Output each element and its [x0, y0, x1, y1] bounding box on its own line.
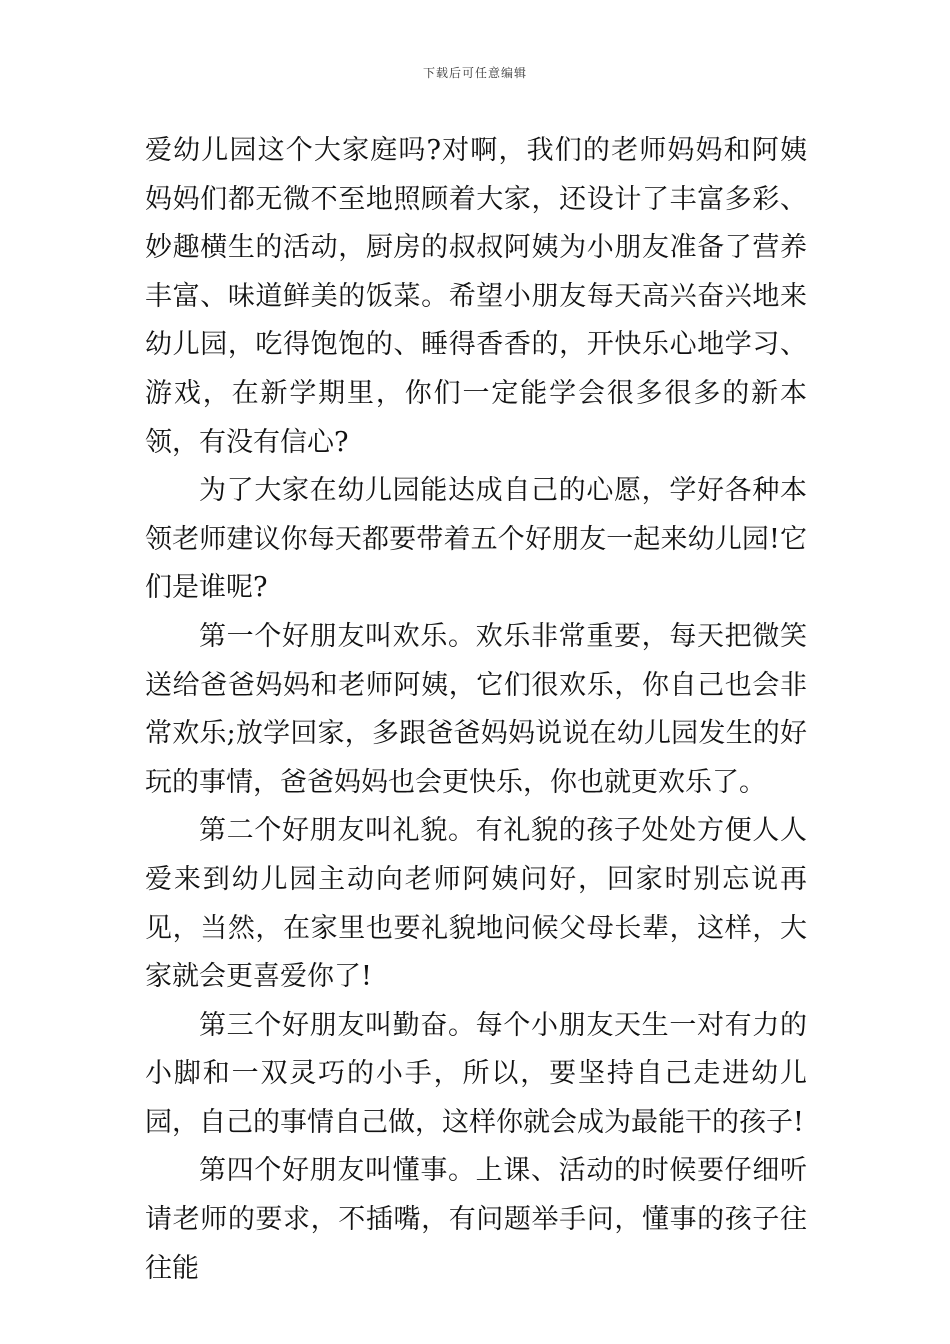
- document-body: [145, 127, 807, 1293]
- paragraph-1: 爱幼儿园这个大家庭吗?对啊，我们的老师妈妈和阿姨妈妈们都无微不至地照顾着大家，还设计了丰富多彩、妙趣横生的活动，厨房的叔叔阿姨为小朋友准备了营养丰富、味道鲜美的饭菜。希望小朋友每天高兴奋兴地来幼儿园，吃得饱饱的、睡得香香的，开快乐心地学习、游戏，在新学期里，你们一定能学会很多很多的新本领，有没有信心?: [145, 135, 807, 458]
- paragraph-2: 为了大家在幼儿园能达成自己的心愿，学好各种本领老师建议你每天都要带着五个好朋友一起来幼儿园!它们是谁呢?: [145, 475, 807, 604]
- paragraph-5: 第三个好朋友叫勤奋。每个小朋友天生一对有力的小脚和一双灵巧的小手，所以，要坚持自己走进幼儿园，自己的事情自己做，这样你就会成为最能干的孩子!: [145, 1009, 807, 1138]
- header-note: 下载后可任意编辑: [422, 66, 527, 80]
- paragraph-6: 第四个好朋友叫懂事。上课、活动的时候要仔细听请老师的要求，不插嘴，有问题举手问，懂事的孩子往往能: [145, 1155, 807, 1284]
- paragraph-3: 第一个好朋友叫欢乐。欢乐非常重要，每天把微笑送给爸爸妈妈和老师阿姨，它们很欢乐，你自己也会非常欢乐;放学回家，多跟爸爸妈妈说说在幼儿园发生的好玩的事情，爸爸妈妈也会更快乐，你也就更欢乐了。: [145, 620, 807, 798]
- paragraph-4: 第二个好朋友叫礼貌。有礼貌的孩子处处方便人人爱来到幼儿园主动向老师阿姨问好，回家时别忘说再见，当然，在家里也要礼貌地问候父母长辈，这样，大家就会更喜爱你了!: [145, 815, 807, 993]
